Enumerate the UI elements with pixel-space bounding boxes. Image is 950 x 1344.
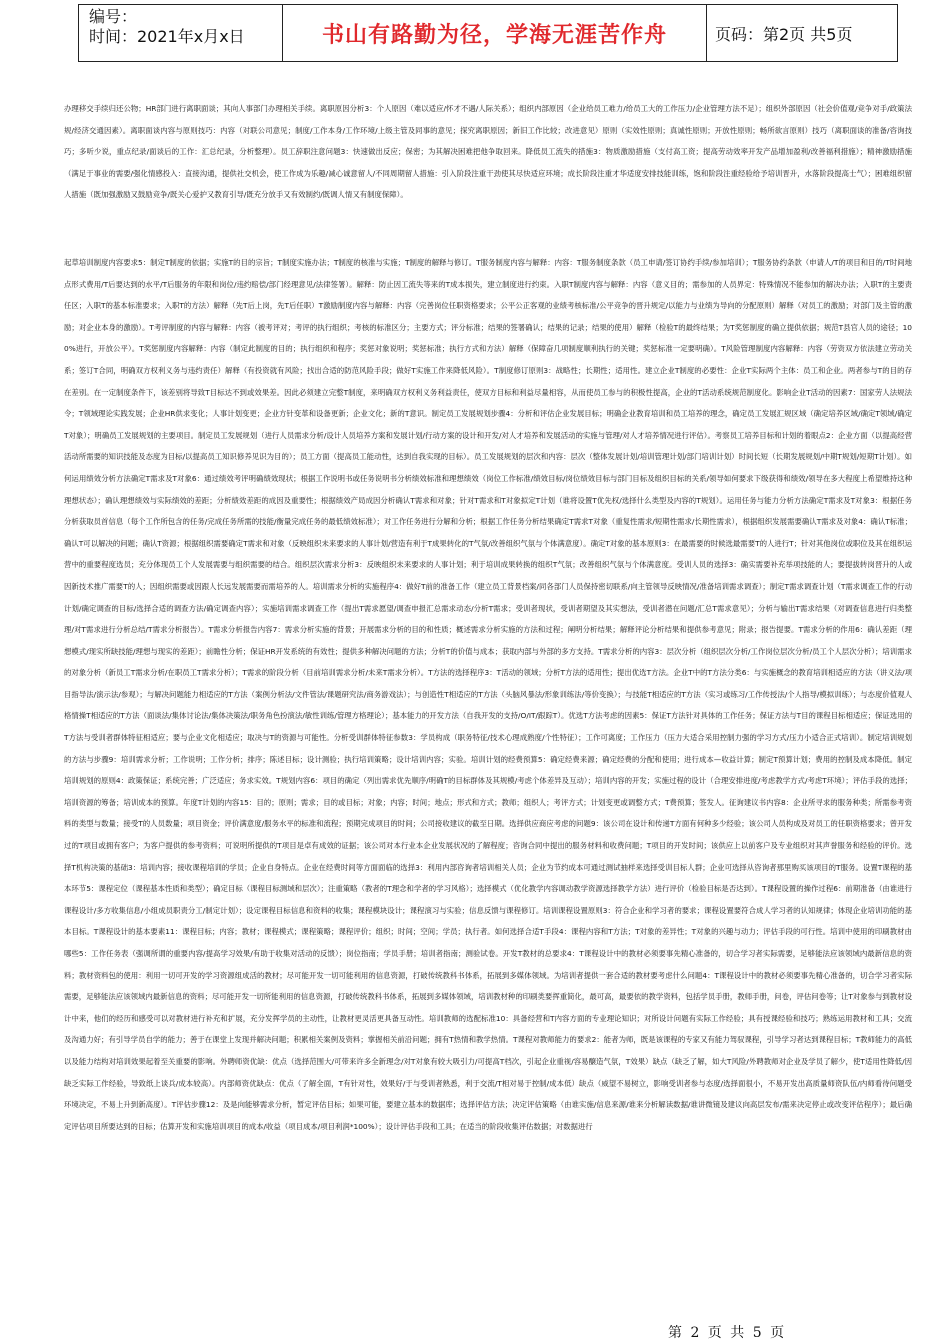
paragraph-text: 办理移交手续归还公物；HR部门进行离职面谈；其向人事部门办理相关手续。离职原因分析3：个人原因（难以适应/怀才不遇/人际关系）；组织内部原因（企业给员工难力/给员工大的工作压力/企业管理方法不足）；组织外部原因（社会价值观/竞争对手/政策法规/经济交通因素）。离职面谈内容与原则技巧：内容（对联公司意见；制度/工作本身/工作环境/上级主管及同事的意见；探究离职原因；新旧工作比较；改进意见）原则（实效性原则；真诚性原则；开放性原则；畅所欲言原则）技巧（离职面谈的准备/咨询技巧；多听少说，重点纪录/面谈后的工作：汇总纪录，分析整理）。员工辞职注意问题3：快速做出反应；保密；为其解决困难把他争取回来。降低员工流失的措施3：物质激励措施（支付高工资；提高劳动效率开发产品增加盈利/改善福利措施）；精神激励措施（满足于事业的需要/强化情感投入：直接沟通，提供社交机会，使工作成为乐趣/减心诚意留人/不同周期留人措施：引入阶段注重干劲使其尽快适应环境；成长阶段注重才华适度安排技能训练，饱和阶段注重经验给予培训晋升，水落阶段提高士气）；困难组织留人措施（既加强激励又鼓励竞争/既关心爱护又教育引导/既充分放手又有效制约/既调人情又有制度保障）。: [64, 104, 912, 200]
header-motto: 书山有路勤为径，学海无涯苦作舟: [283, 5, 707, 61]
document-number-label: 编号：: [89, 7, 138, 26]
header-page-number: 页码：第2页 共5页: [715, 24, 853, 44]
paragraph-text: 起草培训制度内容要求5：制定T制度的依据；实施T的目的宗旨；T制度实施办法；T制度的核准与实施；T制度的解释与修订。T服务制度内容与解释：内容：T服务制度条款（员工申请/签订协约手续/参加培训）；T服务协约条款（申请人/T的项目和目的/T时间地点形式费用/T后要达到的水平/T后服务的年限和岗位/违约赔偿/部门经理意见/法律签署）。解释：防止因工流失等来的T成本损失，建立制度进行约束。入职T制度内容与解释：内容（意义目的；需参加的人员界定：特殊情况不能参加的解决办法；入职T的主要责任区；入职T的基本标准要求；入职T的方法）解释（先T后上岗，先T后任职）T激励制度内容与解释：内容（完善岗位任职资格要求；公平公正客观的业绩考核标准/公平竞争的晋升规定/以能力与业绩为导向的分配原则）解释（对员工的激励；对部门及主管的激励；对企业本身的激励）。T考评制度的内容与解释：内容（被考评对；考评的执行组织；考核的标准区分；主要方式；评分标准；结果的签署确认；结果的记录；结果的使用）解释（检验T的最终结果；为T奖惩制度的确立提供依据；规范T县官人员的途径；100%进行，开放公平）。T奖惩制度内容解释：内容（制定此制度的目的；执行组织和程序；奖惩对象说明；奖惩标准；执行方式和方法）解释（保障奋几项制度顺利执行的关键；奖惩标准一定要明确）。T风险管理制度内容解释：内容（劳资双方依法建立劳动关系；签订T合同，明确双方权利义务与违约责任）解释（有投资就有风险；找出合适的防范风险手段；做好T实施工作来降低风险）。T制度修订原则3：战略性；长期性；适用性。建立企业T制度的必要性：企业T实际两个主体：员工和企业。两者参与T的目的存在差别。在一定制度条件下，该差别将导致T目标达不到或效果差。因此必须建立完整T制度，来明确双方权利义务利益责任，使双方目标和利益尽量相容，从而使员工参与的积极性提高，企业的T活动系统规范制度化。影响企业T活动的因素7：国家劳人法规法令；T领域理论实践发展；企业HR供求变化；人事计划变更；企业方针变革和设备更新；企业文化；新的T意识。制定员工发展规划步骤4：分析和评估企业发展目标；明确企业教育培训和员工培养的理念，确定员工发展汇规区域（确定培养区域/确定T领域/确定T对象）；明确员工发展规划的主要项目。制定员工发展规划（进行人员需求分析/设计人员培养方案和发展计划/行动方案的设计和开发/对人才培养和发展活动的实施与管理/对人才培养情况进行评估）。考察员工培养目标和计划的着眼点2：企业方面（以提高经营活动所需要的知识技能及态度为目标/以提高员工知识修养见识为目的）；员工方面（提高员工能动性，达到自我实现的目标）。员工发展规划的层次和内容：层次（整体发展计划/培训管理计划/部门培训计划）时间长短（长期发展规划/中期T规划/短期T计划）。如何运用绩效分析方法确定T需求及T对象6：通过绩效考评明确绩效现状；根据工作说明书或任务说明书分析绩效标准和理想绩效（岗位工作标准/绩效目标/岗位绩效目标与部门目标及组织目标的关系/领导如何要求下级获得和绩效/领导在多大程度上希望维持这种理想状态）；确认理想绩效与实际绩效的差距；分析绩效差距的成因及重要性；根据绩效产局成因分析确认T需求和对象；针对T需求和T对象拟定T计划（谁将设置T优先权/选择什么类型及内容的T规划）。运用任务与能力分析方法确定T需求及T对象3：根据任务分析获取员首信息（每个工作所包含的任务/完成任务所需的技能/衡量完成任务的最低绩效标准）；对工作任务进行分解和分析；根据工作任务分析结果确定T需求T对象（重复性需求/短期性需求/长期性需求），根据组织发展需要确认T需求及对象4：确认T标准；确认T可以解决的问题；确认T资源；根据组织需要确定T需求和对象（反映组织未来要求的人事计划/营造有利于T成果转化的T气氛/改善组织气氛与个体满意度）。确定T对象的基本原则3：在最需要的时候选最需要T的人进行T；针对其他岗位或职位及其在组织运营中的重要程度选员；充分体现员工个人发展需要与组织需要的结合。组织层次需求分析3：反映组织未来要求的人事计划；利于培训成果转换的组织T气氛；改善组织气氛与个体满意度。受训人员的选择3：确实需要补充举项技能的人；要提拔转岗晋升的人或因新技术推广需要T的人；因组织需要或因跟人长远发展需要而需培养的人。培训需求分析的实施程序4：做好T前的准备工作（建立员工背景档案/同各部门人员保持密切联系/向主管领导反映情况/准备培训需求调查）；制定T需求调查计划（T需求调查工作的行动计划/确定调查的目标/选择合适的调查方法/确定调查内容）；实施培训需求调查工作（提出T需求愿望/调查申报汇总需求动态/分析T需求；受训者现状，受训者期望及其实想法，受训者潜在问题/汇总T需求意见）；分析与输出T需求结果（对调查信息进行归类整理/对T需求进行分析总结/T需求分析报告）。T需求分析报告内容7：需求分析实施的背景；开展需求分析的目的和性质；概述需求分析实施的方法和过程；阐明分析结果；解释评论分析结果和提供参考意见；附录；报告提要。T需求分析的作用6：确认差距（理想模式/现实所缺技能/理想与现实的差距）；前瞻性分析；保证HR开发系统的有效性；提供多种解决问题的方法；分析T的价值与成本；获取内部与外部的多方支持。T需求分析的内容3：层次分析（组织层次分析/工作岗位层次分析/员工个人层次分析）；培训需求的对象分析（新员工T需求分析/在职员工T需求分析）；T需求的阶段分析（目前培训需求分析/未来T需求分析）。T方法的选择程序3：T活动的领域；分析T方法的适用性；提出优选T方法。企业T中的T方法分类6：与实施概念的教育培训相适应的方法（讲义法/项目指导法/演示法/参观）；与解决问题能力相适应的T方法（案例分析法/文件管法/课题研究法/商务游戏法）；与创造性T相适应的T方法（头脑风暴法/形象训练法/等价变换）；与技能T相适应的T方法（实习或练习/工作传授法/个人指导/模拟训练）；与态度价值观人格情操T相适应的T方法（面谈法/集体讨论法/集体决策法/职务角色扮演法/敏性训练/管理方格理论）；基本能力的开发方法（自我开发的支持/O/IT/跟踪T）。优选T方法考虑的因素5：保证T方法针对具体的工作任务；保证方法与T目的课程目标相适应；保证选用的T方法与受训者群体特征相适应；要与企业文化相适应；取决与T的资源与可能性。分析受训群体特征参数3：学员构成（职务特征/技术心理成熟度/个性特征）；工作可离度；工作压力（压力大适合采用控制力强的学习方式/压力小适合正式培训）。制定培训规划的方法与步骤9：培训需求分析；工作说明；工作分析；排序；陈述目标；设计测验；执行培训策略；设计培训内容；实验。培训计划的经费预算5：确定经费来源；确定经费的分配和使用；进行成本—收益计算；制定T预算计划；费用的控制及成本降低。制定培训规划的原则4：政策保证；系统完善；广泛适应；务求实效。T规划内容6：项目的确定（列出需求优先顺序/明确T的目标群体及其规模/考虑个体差异及互动）；培训内容的开发；实施过程的设计（合理安排进度/考虑教学方式/考虑T环境）；评估手段的选择；培训资源的筹备；培训成本的预算。年度T计划的内容15：目的；原则；需求；目的或目标；对象；内容；时间；地点；形式和方式；教师；组织人；考评方式；计划变更或调整方式；T费预算；签发人。征询建议书内容8：企业所寻求的服务种类；所需参考资料的类型与数量；接受T的人员数量；项目资金；评价满意度/服务水平的标准和流程；预期完成项目的时间；公司接收建议的截至日期。选择供应商应考虑的问题9：该公司在设计和传递T方面有何种多少经验；该公司人员构成及对员工的任职资格要求；曾开发过的T项目或拥有客户；为客户提供的参考资料；可说明所提供的T项目是卓有成效的证据；该公司对本行业本企业发展状况的了解程度；咨询合同中提出的服务材料和收费问题；T项目的开发时间；该供应上以前客户及专业组织对其声誉服务和经验的评价。选择T机构决策的基础3：培训内容；接收课程培训的学员；企业自身特点。企业在经费时间等方面面临的选择3：利用内部咨询者培训相关人员；企业为节约成本可通过测试抽样来选择受训目标人群；企业可选择从咨询者那里购买该项目的T服务。设置T课程的基本环节5：课程定位（课程基本性质和类型）；确定目标（课程目标测域和层次）；注重策略（教者的T理念和学者的学习风格）；选择模式（优化教学内容调动教学资源选择教学方法）进行评价（检验目标是否达到）。T课程设置的操作过程6：前期准备（由谁进行课程设计/多方收集信息/小组成员职责分工/制定计划）；设定课程目标信息和资料的收集；课程模块设计；课程演习与实验；信息反馈与课程修订。培训课程设置原则3：符合企业和学习者的要求；课程设置要符合成人学习者的认知规律；体现企业培训功能的基本目标。T课程设计的基本要素11：课程目标；内容；教材；课程模式；课程策略；课程评价；组织；时间；空间；学员；执行者。如何选择合适T手段4：课程内容和T方法；T对象的差异性；T对象的兴趣与动力；评估手段的可行性。培训中使用的印刷教材由哪些5：工作任务表（强调所谓的重要内容/提高学习效果/有助于收集对活动的反馈）；岗位指南；学员手册；培训者指南；测验试卷。开发T教材的总要求4：T课程设计中的教材必须要事先精心准备的，切合学习者实际需要，足够能法应该领域内最新信息的资料；教材资料包的使用：利用一切可开发的学习资源组成活的教材；尽可能开发一切可能利用的信息资源，打破传统教科书体系，拓展到多媒体领域。为培训者提供一套合适的教材要考虑什么问题4：T课程设计中的教材必须要事先精心准备的，切合学习者实际需要，足够能法应该领域内最新信息的资料；尽可能开发一切所能利用的信息资源，打破传统教科书体系，拓展到多媒体领域，培训教材种的印刷类要挥重简化，最可高，最要依的教学资料，包括学员手册，教师手册，问卷，评估问卷等；让T对象参与到教材设计中来，他们的经历和感受可以对教材进行补充和扩展，充分发挥学员的主动性，让教材更灵活更具备互动性。培训教师的选配标准10：具备经营和T内容方面的专业理论知识；对所设计问题有实际工作经验；具有授课经验和技巧；熟练运用教材和工具；交流及沟通力好；有引导学员自学的能力；善于在课堂上发现并解决问题；积累相关案例及资料；掌握相关前沿问题；拥有T热情和教学热情。T课程对教师能力的要求2：能者为师，既是该课程的专家又有能力驾驭课程，引导学习者达到课程目标；T教师能力的高低以及能力结构对培训效果起着至关重要的影响。外聘师资优缺：优点（选择范围大/可带来许多全新理念/对T对象有较大吸引力/可提高T档次，引起企业重视/容易醸造气氛，T效果）缺点（缺乏了解，如大T风险/外聘教师对企业及学员了解少，使T适用性降低/因缺乏实际工作经验，导致纸上谈兵/成本较高）。内部师资优缺点：优点（了解全面，T有针对性，效果好/于与受训者熟悉，利于交流/T相对易于控制/成本低）缺点（威望不易树立，影响受训者参与态度/选择面很小，不易开发出高质量师资队伍/内师看待问题受环境决定，不易上升到新高度）。T评估步骤12：及是向能够需求分析，暂定评估目标；如果可能，要建立基本的数据库；选择评估方法；决定评估策略（由谁实施/信息来源/谁来分析解读数据/谁讲微镜及建议向高层发布/需来决定停止或改变评估程序）；最后确定评估项目所要达到的目标；估算开发和实施培训项目的成本/收益（项目成本/项目利润*100%）；设计评估手段和工具；在适当的阶段收集评估数据；对数据进行: [64, 258, 912, 1131]
page-header: [78, 4, 898, 62]
paragraph-training: [64, 252, 912, 1312]
paragraph-resignation: [64, 98, 912, 216]
document-date-label: 时间：2021年x月x日: [89, 27, 245, 46]
header-meta: [79, 5, 283, 61]
page-footer: 第 2 页 共 5 页: [668, 1325, 787, 1341]
